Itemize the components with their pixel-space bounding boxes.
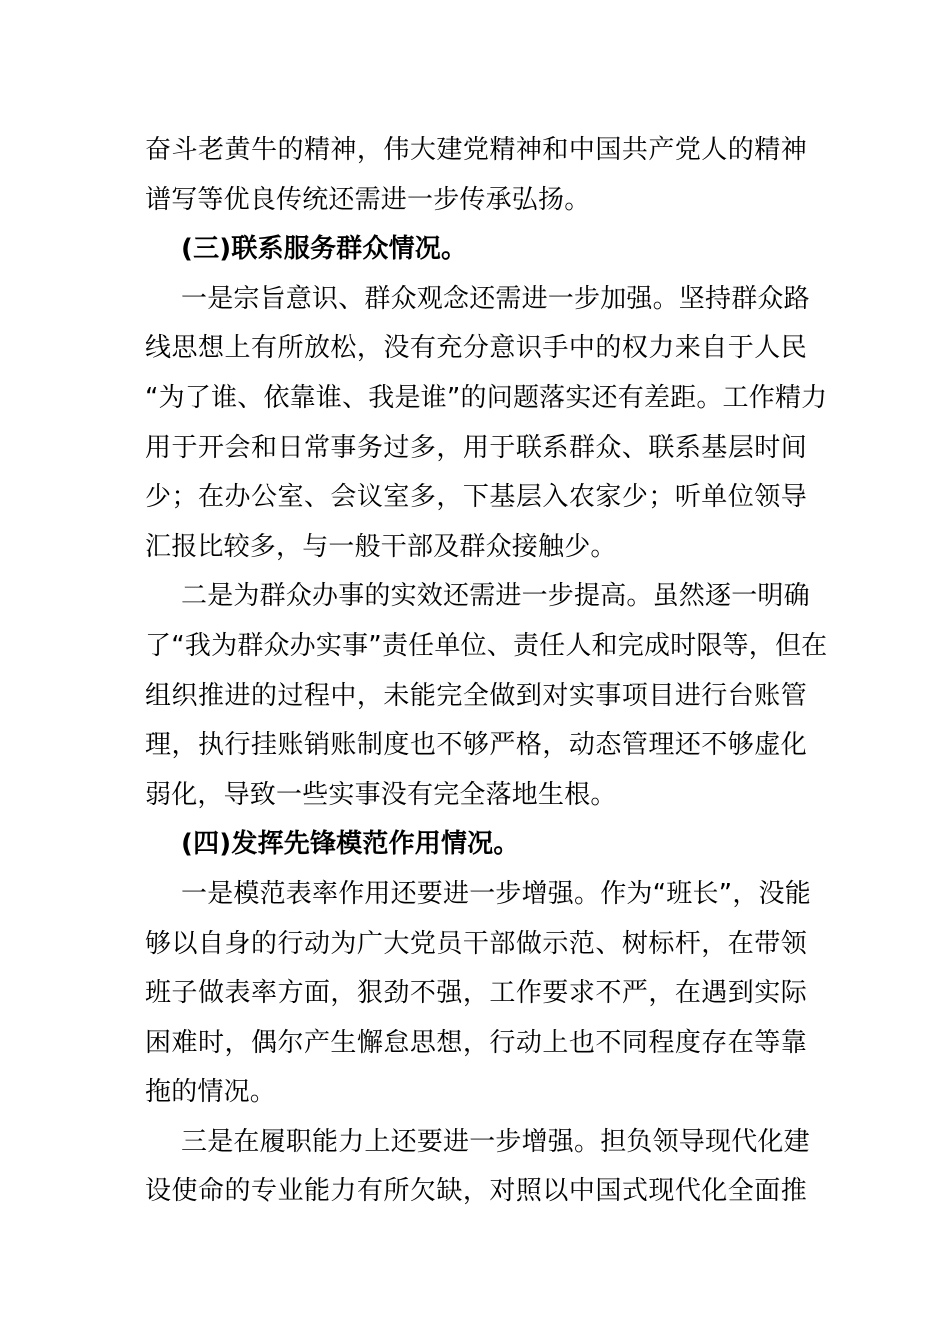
body-line: 设使命的专业能力有所欠缺，对照以中国式现代化全面推 xyxy=(145,1176,807,1207)
paragraph-first-line: 一是模范表率作用还要进一步增强。作为“班长”，没能 xyxy=(181,878,811,909)
section-heading-4: (四)发挥先锋模范作用情况。 xyxy=(181,829,520,860)
body-line: 谱写等优良传统还需进一步传承弘扬。 xyxy=(145,184,591,215)
paragraph-first-line: 一是宗旨意识、群众观念还需进一步加强。坚持群众路 xyxy=(181,283,810,314)
paragraph-first-line: 二是为群众办事的实效还需进一步提高。虽然逐一明确 xyxy=(181,581,810,612)
body-line: 拖的情况。 xyxy=(145,1077,277,1108)
body-line: 线思想上有所放松，没有充分意识手中的权力来自于人民 xyxy=(145,333,807,364)
body-line: 理，执行挂账销账制度也不够严格，动态管理还不够虚化 xyxy=(145,730,807,761)
body-line: 少；在办公室、会议室多，下基层入农家少；听单位领导 xyxy=(145,482,807,513)
section-heading-3: (三)联系服务群众情况。 xyxy=(181,234,468,265)
body-line: 困难时，偶尔产生懈怠思想，行动上也不同程度存在等靠 xyxy=(145,1027,807,1058)
body-line: 弱化，导致一些实事没有完全落地生根。 xyxy=(145,779,617,810)
body-line: 用于开会和日常事务过多，用于联系群众、联系基层时间 xyxy=(145,432,807,463)
body-line: 汇报比较多，与一般干部及群众接触少。 xyxy=(145,531,617,562)
document-body xyxy=(145,126,828,1217)
body-line: 奋斗老黄牛的精神，伟大建党精神和中国共产党人的精神 xyxy=(145,135,807,165)
body-line: 组织推进的过程中，未能完全做到对实事项目进行台账管 xyxy=(145,680,807,711)
body-line: 了“我为群众办实事”责任单位、责任人和完成时限等，但在 xyxy=(145,630,828,661)
paragraph-first-line: 三是在履职能力上还要进一步增强。担负领导现代化建 xyxy=(181,1126,810,1157)
body-line: 够以自身的行动为广大党员干部做示范、树标杆，在带领 xyxy=(145,928,807,959)
body-line: “为了谁、依靠谁、我是谁”的问题落实还有差距。工作精力 xyxy=(145,382,828,413)
body-line: 班子做表率方面，狠劲不强，工作要求不严，在遇到实际 xyxy=(145,978,807,1009)
